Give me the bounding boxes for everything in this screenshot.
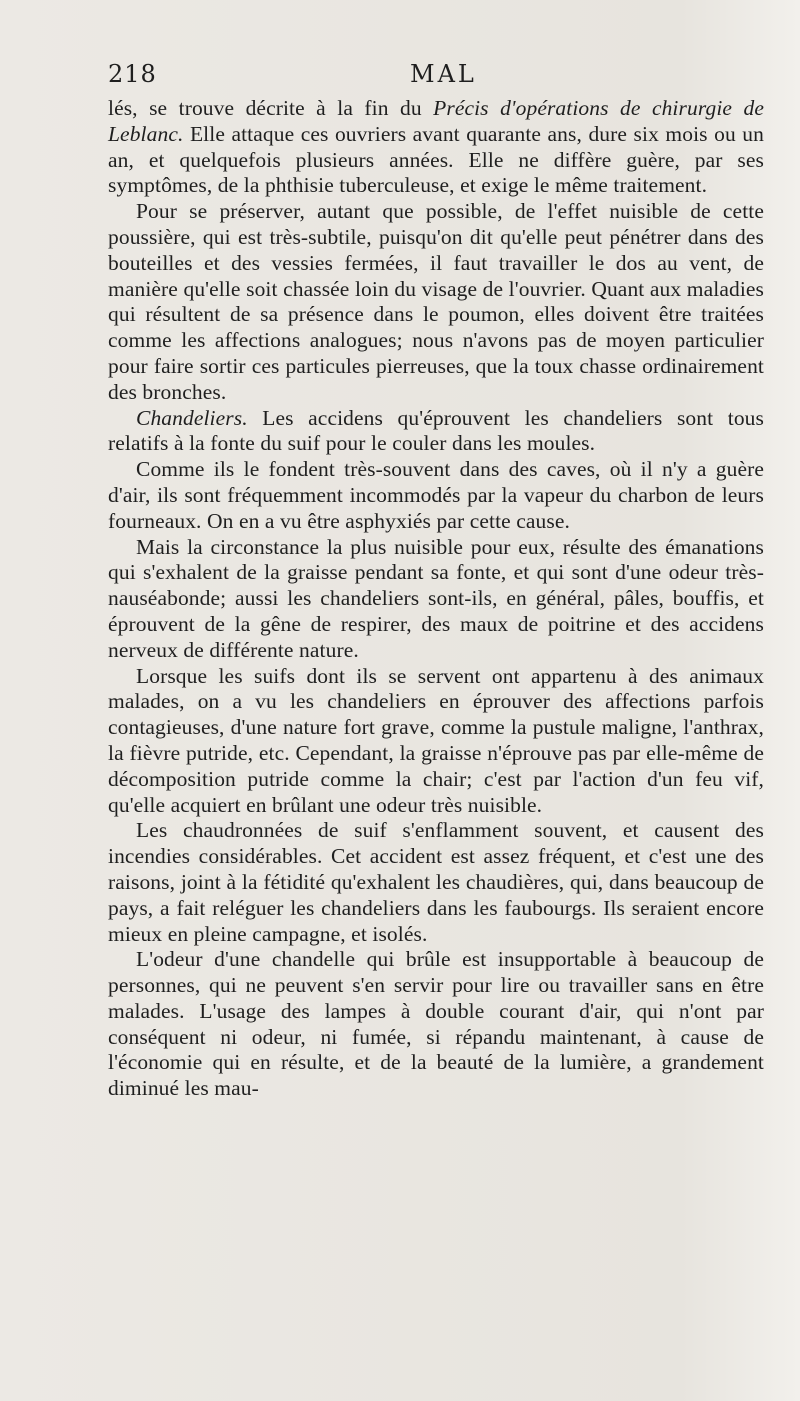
page-number: 218 <box>108 60 157 88</box>
book-title-italic: Précis d'opérations de chirurgie de Leblanc. <box>108 96 764 146</box>
section-lead: Chandeliers. <box>136 405 248 430</box>
paragraph <box>108 96 764 199</box>
paragraph: Comme ils le fondent très-souvent dans des caves, où il n'y a guère d'air, ils sont fréquemment incommodés par la vapeur du charbon de leurs fourneaux. On en a vu être asphyxiés par cette cause. <box>108 457 764 533</box>
paragraph <box>108 406 764 458</box>
page-header <box>108 52 764 96</box>
running-head: MAL <box>410 60 477 88</box>
paragraph: Les chaudronnées de suif s'enflamment souvent, et causent des incendies considérables. Cet accident est assez fréquent, et c'est une des raisons, joint à la fétidité qu'exhalent les chaudières, qui, dans beaucoup de pays, a fait reléguer les chandeliers dans les faubourgs. Ils seraient encore mieux en pleine campagne, et isolés. <box>108 818 764 946</box>
paragraph-text: Les accidens qu'éprouvent les chandeliers sont tous relatifs à la fonte du suif pour le couler dans les moules. <box>108 405 764 456</box>
paragraph: L'odeur d'une chandelle qui brûle est insupportable à beaucoup de personnes, qui ne peuvent s'en servir pour lire ou travailler sans en être malades. L'usage des lampes à double courant d'air, qui n'ont par conséquent ni odeur, ni fumée, si répandu maintenant, à cause de l'économie qui en résulte, et de la beauté de la lumière, a grandement diminué les mau- <box>108 947 764 1101</box>
paragraph-text: lés, se trouve décrite à la fin du <box>108 96 434 120</box>
paragraph-text: Elle attaque ces ouvriers avant quarante ans, dure six mois ou un an, et quelquefois plusieurs années. Elle ne diffère guère, par ses symptômes, de la phthisie tuberculeuse, et exige le même traitement. <box>108 121 764 198</box>
paragraph: Pour se préserver, autant que possible, de l'effet nuisible de cette poussière, qui est très-subtile, puisqu'on dit qu'elle peut pénétrer dans des bouteilles et des vessies fermées, il faut travailler le dos au vent, de manière qu'elle soit chassée loin du visage de l'ouvrier. Quant aux maladies qui résultent de sa présence dans le poumon, elles doivent être traitées comme les affections analogues; nous n'avons pas de moyen particulier pour faire sortir ces particules pierreuses, que la toux chasse ordinairement des bronches. <box>108 199 764 404</box>
paragraph: Lorsque les suifs dont ils se servent ont appartenu à des animaux malades, on a vu les chandeliers en éprouver des affections parfois contagieuses, d'une nature fort grave, comme la pustule maligne, l'anthrax, la fièvre putride, etc. Cependant, la graisse n'éprouve pas par elle-même de décomposition putride comme la chair; c'est par l'action d'un feu vif, qu'elle acquiert en brûlant une odeur très nuisible. <box>108 663 764 817</box>
body-text <box>108 96 764 1102</box>
paragraph: Mais la circonstance la plus nuisible pour eux, résulte des émanations qui s'exhalent de la graisse pendant sa fonte, et qui sont d'une odeur très-nauséabonde; aussi les chandeliers sont-ils, en général, pâles, bouffis, et éprouvent de la gêne de respirer, des maux de poitrine et des accidens nerveux de différente nature. <box>108 534 764 662</box>
